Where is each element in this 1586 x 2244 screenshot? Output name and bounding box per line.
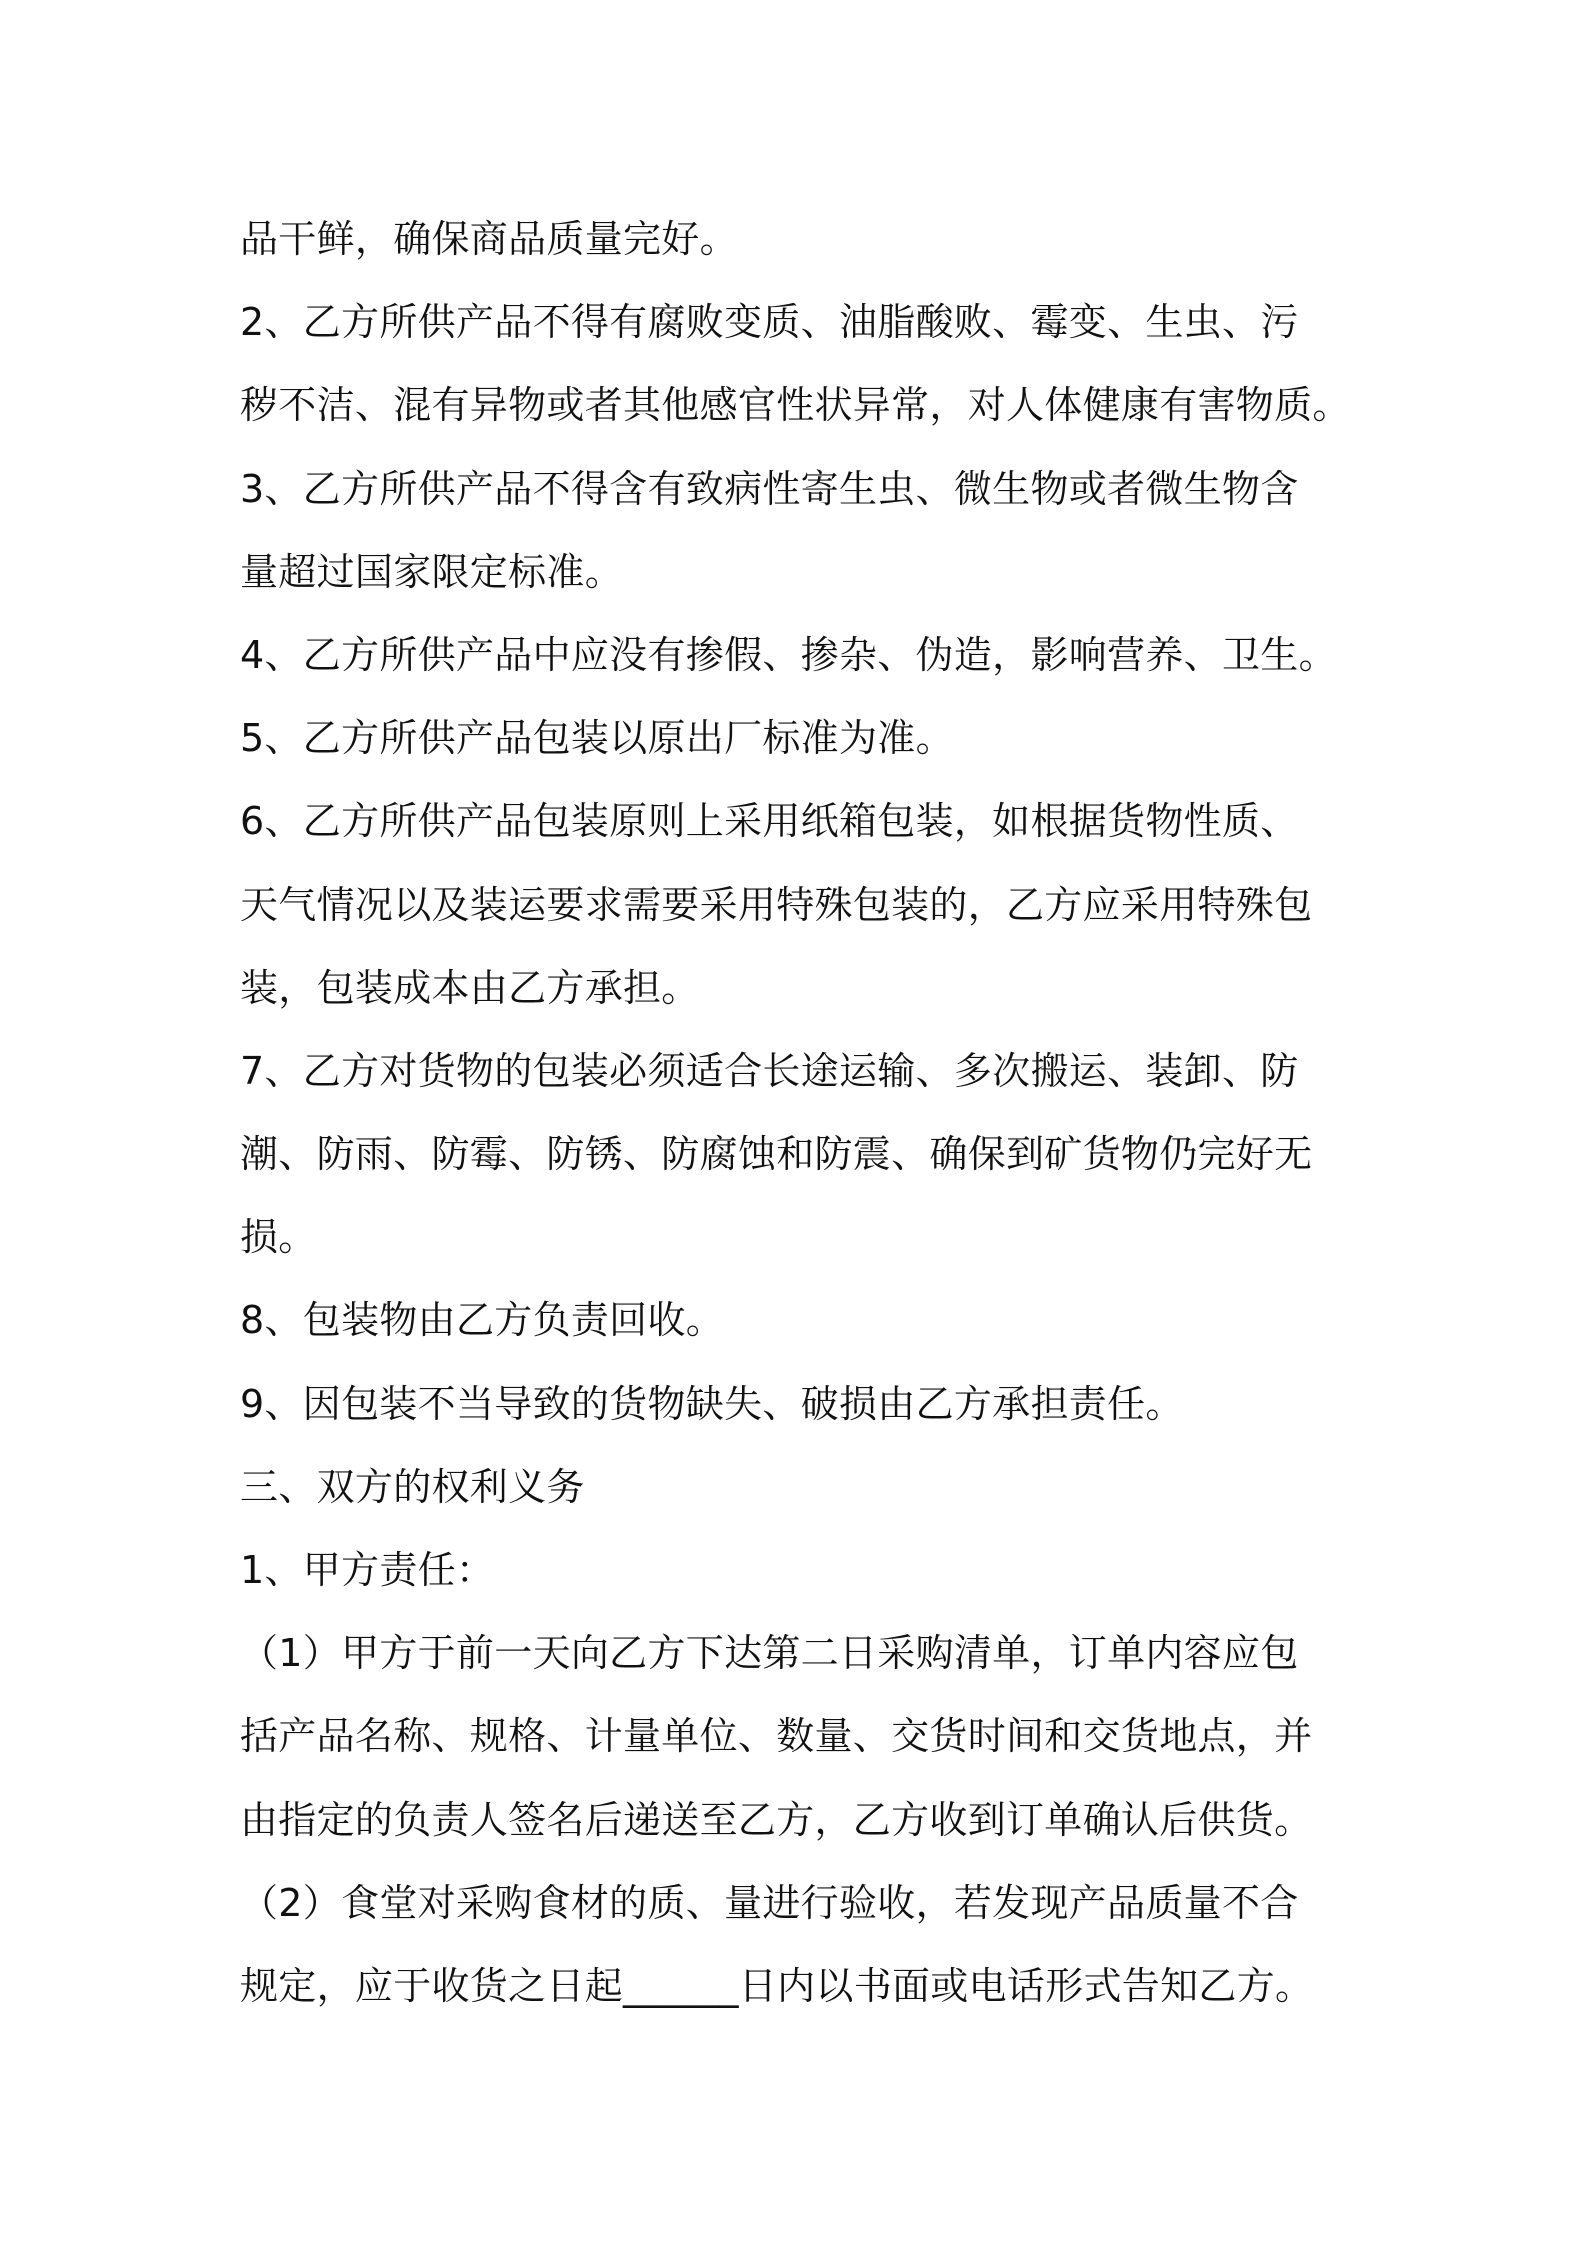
text-line: 天气情况以及装运要求需要采用特殊包装的，乙方应采用特殊包 — [240, 882, 1313, 927]
text-line: 损。 — [240, 1215, 317, 1260]
text-line: 秽不洁、混有异物或者其他感官性状异常，对人体健康有害物质。 — [240, 383, 1351, 428]
text-line: 3、乙方所供产品不得含有致病性寄生虫、微生物或者微生物含 — [240, 466, 1299, 511]
text-line: 4、乙方所供产品中应没有掺假、掺杂、伪造，影响营养、卫生。 — [240, 632, 1337, 677]
section-heading: 三、双方的权利义务 — [240, 1464, 585, 1509]
text-line: 5、乙方所供产品包装以原出厂标准为准。 — [240, 716, 954, 761]
text-line: 括产品名称、规格、计量单位、数量、交货时间和交货地点，并 — [240, 1714, 1313, 1759]
text-line: 8、包装物由乙方负责回收。 — [240, 1298, 725, 1343]
text-line: （2）食堂对采购食材的质、量进行验收，若发现产品质量不合 — [240, 1880, 1299, 1925]
subsection-heading: 1、甲方责任： — [240, 1548, 495, 1592]
text-line: 规定，应于收货之日起______日内以书面或电话形式告知乙方。 — [240, 1963, 1314, 2008]
text-line: 7、乙方对货物的包装必须适合长途运输、多次搬运、装卸、防 — [240, 1048, 1299, 1093]
text-line: 2、乙方所供产品不得有腐败变质、油脂酸败、霉变、生虫、污 — [240, 300, 1299, 345]
text-line: 9、因包装不当导致的货物缺失、破损由乙方承担责任。 — [240, 1381, 1184, 1426]
text-line: 量超过国家限定标准。 — [240, 549, 624, 594]
document-body — [240, 198, 1370, 2028]
text-line: 装，包装成本由乙方承担。 — [240, 965, 700, 1010]
text-line: 6、乙方所供产品包装原则上采用纸箱包装，如根据货物性质、 — [240, 799, 1299, 844]
text-line: 品干鲜，确保商品质量完好。 — [240, 217, 738, 261]
text-line: （1）甲方于前一天向乙方下达第二日采购清单，订单内容应包 — [240, 1631, 1299, 1676]
text-line: 由指定的负责人签名后递送至乙方，乙方收到订单确认后供货。 — [240, 1797, 1313, 1842]
text-line: 潮、防雨、防霉、防锈、防腐蚀和防震、确保到矿货物仍完好无 — [240, 1132, 1313, 1177]
